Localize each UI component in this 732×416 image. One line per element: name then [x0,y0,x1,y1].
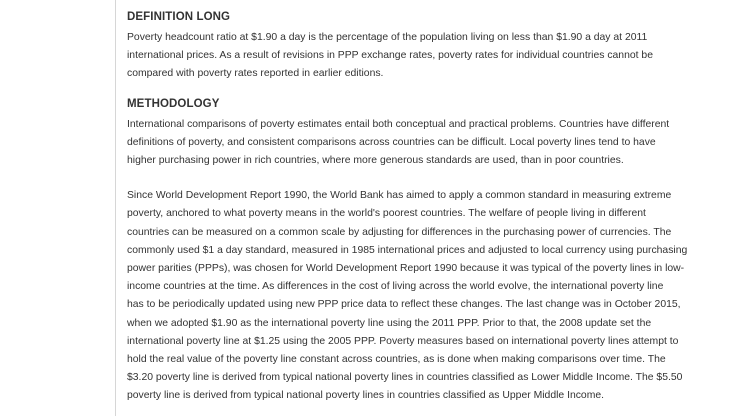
text-line: international prices. As a result of revisions in PPP exchange rates, poverty rates for individual countries cannot be [127,50,653,62]
text-line: commonly used $1 a day standard, measured in 1985 international prices and adjusted to local currency using purchasing [127,244,688,256]
text-line: hold the real value of the poverty line constant across countries, as is done when making comparisons over time. The [127,354,666,366]
text-line: $3.20 poverty line is derived from typical national poverty lines in countries classified as Lower Middle Income. The $5.50 [127,372,683,384]
text-line: compared with poverty rates reported in earlier editions. [127,68,384,80]
definition-long-heading: DEFINITION LONG [127,11,231,23]
text-line: power parities (PPPs), was chosen for World Development Report 1990 because it was typical of the poverty lines in low- [127,263,685,275]
methodology-heading: METHODOLOGY [127,97,220,110]
text-line: poverty, anchored to what poverty means in the world's poorest countries. The welfare of people living in different [127,208,646,220]
text-line: countries can be measured on a common scale by adjusting for differences in the purchasing power of currencies. The [127,226,672,238]
methodology-paragraph-1 [127,116,730,171]
paragraph-spacer [127,170,730,187]
text-line: Poverty headcount ratio at $1.90 a day is the percentage of the population living on less than $1.90 a day at 2011 [127,32,648,43]
text-line: poverty line is derived from typical national poverty lines in countries classified as Upper Middle Income. [127,390,605,402]
content-left-border [115,0,116,416]
methodology-section [127,95,730,406]
metadata-content [127,8,730,406]
text-line: income countries at the time. As differences in the cost of living across the world evolve, the international poverty line [127,281,664,293]
text-line: when we adopted $1.90 as the international poverty line using the 2011 PPP. Prior to that, the 2008 update set the [127,317,652,329]
text-line: Since World Development Report 1990, the World Bank has aimed to apply a common standard in measuring extreme [127,190,672,202]
text-line: has to be periodically updated using new PPP price data to reflect these changes. The last change was in October 2015, [127,299,681,311]
text-line: international poverty line at $1.25 using the 2005 PPP. Poverty measures based on international poverty lines attempt to [127,335,679,347]
text-line: definitions of poverty, and consistent comparisons across countries can be difficult. Local poverty lines tend to have [127,136,656,148]
text-line: higher purchasing power in rich countries, where more generous standards are used, than in poor countries. [127,155,624,167]
definition-long-text [127,29,730,84]
definition-long-section [127,8,730,84]
text-line: International comparisons of poverty estimates entail both conceptual and practical problems. Countries have different [127,118,670,130]
methodology-paragraph-2 [127,187,730,405]
